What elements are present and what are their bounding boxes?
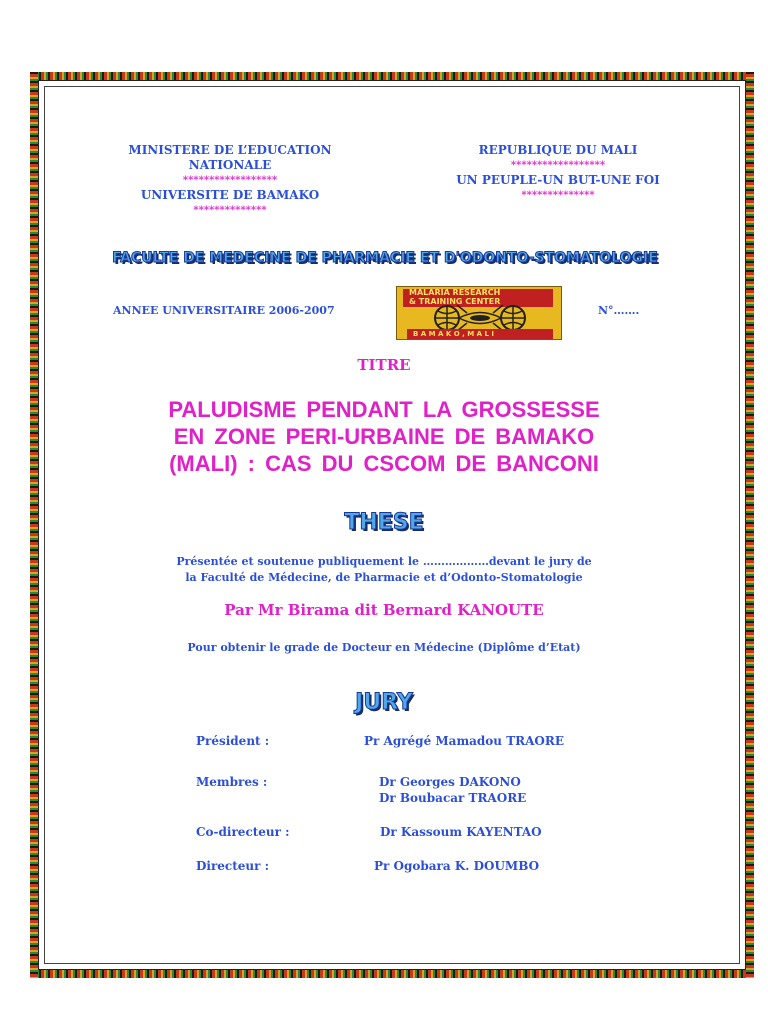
faculty-title: FACULTE DE MEDECINE DE PHARMACIE ET D'ODONTO-STOMATOLOGIE [112,250,658,266]
presentation-line-2: la Faculté de Médecine, de Pharmacie et d’Odonto-Stomatologie [185,571,583,584]
director-label: Directeur : [196,859,270,873]
logo-line-3: B A M A K O , M A L I [413,330,494,338]
university-stars: ************** [193,205,267,216]
title-line-3: (MALI) : CAS DU CSCOM DE BANCONI [169,451,599,476]
republic-stars: ****************** [510,160,606,171]
these-heading: THESE [344,510,424,535]
presentation-text [100,554,668,586]
logo-line-1: MALARIA RESEARCH [409,288,501,297]
malaria-center-logo [396,286,562,340]
director-name: Pr Ogobara K. DOUMBO [374,859,540,873]
motto-stars: ************** [521,190,595,201]
author-name: Par Mr Birama dit Bernard KANOUTE [224,601,544,619]
ministry-line-1: MINISTERE DE L’EDUCATION [128,143,332,157]
titre-label: TITRE [357,356,411,374]
republic-block [430,143,686,203]
thesis-title [100,396,668,477]
logo-line-2: & TRAINING CENTER [409,297,501,306]
title-line-1: PALUDISME PENDANT LA GROSSESSE [168,397,600,422]
title-line-2: EN ZONE PERI-URBAINE DE BAMAKO [173,424,595,449]
ministry-block [100,143,360,218]
republic-name: REPUBLIQUE DU MALI [478,143,638,157]
ministry-line-2: NATIONALE [188,158,272,172]
members-label: Membres : [196,775,268,789]
jury-heading: JURY [355,690,413,715]
member-2-name: Dr Boubacar TRAORE [379,791,527,805]
ministry-stars: ****************** [182,175,278,186]
presentation-line-1: Présentée et soutenue publiquement le ………………devant le jury de [176,555,592,568]
president-label: Président : [196,734,270,748]
codirector-label: Co-directeur : [196,825,290,839]
degree-text: Pour obtenir le grade de Docteur en Médecine (Diplôme d’Etat) [187,641,581,654]
university-name: UNIVERSITE DE BAMAKO [140,188,320,202]
thesis-number: N°……. [598,304,640,317]
president-name: Pr Agrégé Mamadou TRAORE [364,734,564,748]
academic-year: ANNEE UNIVERSITAIRE 2006-2007 [113,304,335,317]
member-1-name: Dr Georges DAKONO [379,775,521,789]
national-motto: UN PEUPLE-UN BUT-UNE FOI [456,173,660,187]
codirector-name: Dr Kassoum KAYENTAO [380,825,542,839]
